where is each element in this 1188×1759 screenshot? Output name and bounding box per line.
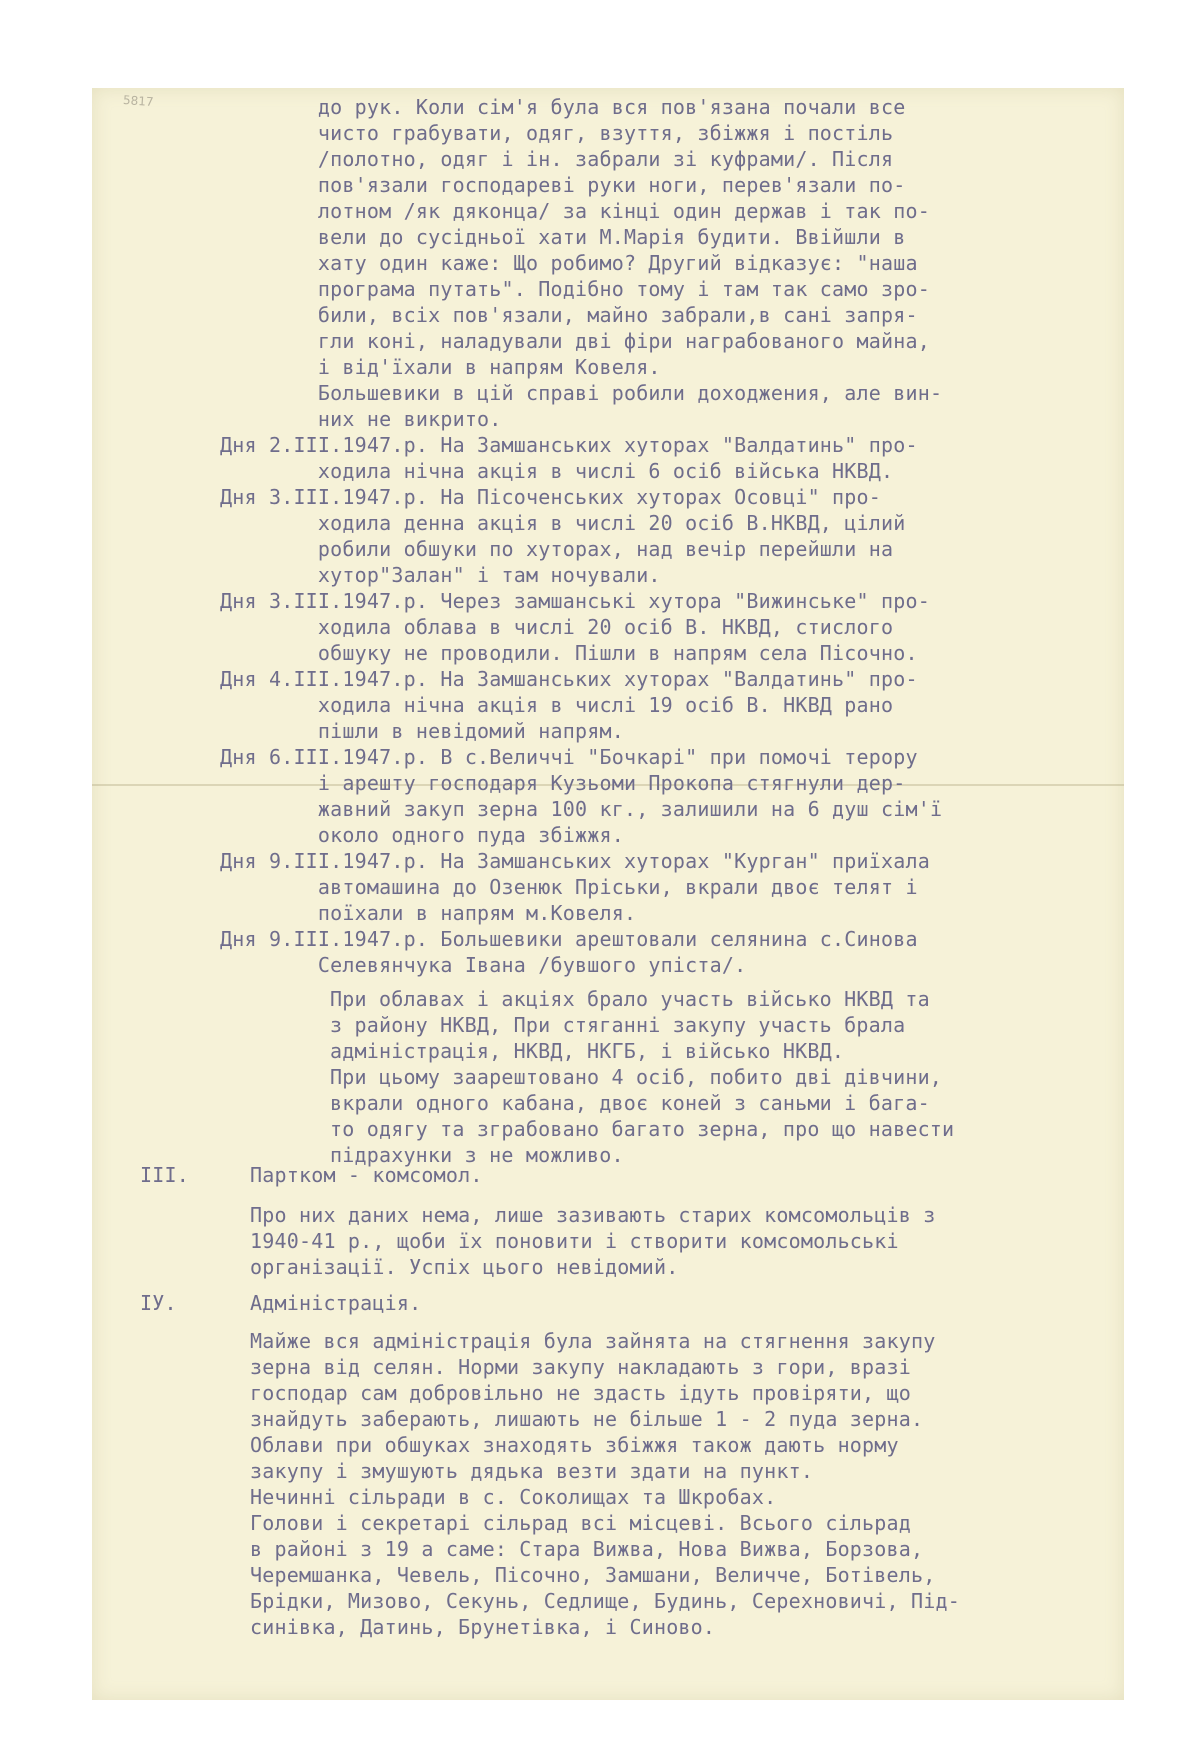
typed-line: гли коні, наладували дві фіри награбованого майна,	[220, 329, 930, 353]
typed-line: знайдуть заберають, лишають не більше 1 - 2 пуда зерна.	[250, 1407, 924, 1431]
typed-line: ходила нічна акція в числі 19 осіб В. НКВД рано	[220, 693, 894, 717]
typed-line: пішли в невідомий напрям.	[220, 719, 624, 743]
section-number-iv: ІУ.	[140, 1291, 177, 1315]
typed-line: зерна від селян. Норми закупу накладають з гори, вразі	[250, 1355, 912, 1379]
section-title-administration: Адміністрація.	[250, 1291, 422, 1315]
typed-line: господар сам добровільно не здасть ідуть провіряти, що	[250, 1381, 912, 1405]
typed-line: Дня 3.ІІІ.1947.р. На Пісоченських хуторах Осовці" про-	[220, 485, 882, 509]
typed-line: Большевики в цій справі робили доходжения, але вин-	[220, 381, 943, 405]
typed-line: Селевянчука Івана /бувшого упіста/.	[220, 953, 747, 977]
section-title-partkom: Партком - комсомол.	[250, 1163, 483, 1187]
typed-line: При цьому заарештовано 4 осіб, побито дві дівчини,	[330, 1065, 943, 1089]
typed-line: програма путать". Подібно тому і там так само зро-	[220, 277, 930, 301]
typed-line: Про них даних нема, лише зазивають старих комсомольців з	[250, 1203, 936, 1227]
typed-line: около одного пуда збіжжя.	[220, 823, 624, 847]
typed-line: підрахунки з не можливо.	[330, 1143, 624, 1167]
typed-line: Облави при обшуках знаходять збіжжя також дають норму	[250, 1433, 899, 1457]
typed-line: ходила денна акція в числі 20 осіб В.НКВД, цілий	[220, 511, 906, 535]
typed-line: і арешту господаря Кузьоми Прокопа стягнули дер-	[220, 771, 906, 795]
typed-line: обшуку не проводили. Пішли в напрям села Пісочно.	[220, 641, 918, 665]
typed-line: хату один каже: Що робимо? Другий відказує: "наша	[220, 251, 918, 275]
typed-line: Дня 3.ІІІ.1947.р. Через замшанські хутора "Вижинське" про-	[220, 589, 930, 613]
typed-line: /полотно, одяг і ін. забрали зі куфрами/. Після	[220, 147, 894, 171]
typed-line: поїхали в напрям м.Ковеля.	[220, 901, 637, 925]
typed-line: Дня 2.ІІІ.1947.р. На Замшанських хуторах "Валдатинь" про-	[220, 433, 918, 457]
typed-line: робили обшуки по хуторах, над вечір перейшли на	[220, 537, 894, 561]
typed-line: Дня 4.ІІІ.1947.р. На Замшанських хуторах "Валдатинь" про-	[220, 667, 918, 691]
typed-line: 1940-41 р., щоби їх поновити і створити комсомольські	[250, 1229, 899, 1253]
typed-line: автомашина до Озенюк Пріськи, вкрали двоє телят і	[220, 875, 918, 899]
typed-line: в районі з 19 а саме: Стара Вижва, Нова Вижва, Борзова,	[250, 1537, 924, 1561]
typed-line: організації. Успіх цього невідомий.	[250, 1255, 679, 1279]
typed-line: При облавах і акціях брало участь військо НКВД та	[330, 987, 930, 1011]
typed-line: Майже вся адміністрація була зайнята на стягнення закупу	[250, 1329, 936, 1353]
typed-line: до рук. Коли сім'я була вся пов'язана почали все	[220, 95, 906, 119]
typed-line: Дня 6.ІІІ.1947.р. В с.Величчі "Бочкарі" при помочі терору	[220, 745, 918, 769]
typed-line: жавний закуп зерна 100 кг., залишили на 6 душ сім'ї	[220, 797, 943, 821]
typed-line: вели до сусідньої хати М.Марія будити. Ввійшли в	[220, 225, 906, 249]
typed-paragraph-komsomol	[250, 1202, 936, 1280]
typed-line: чисто грабувати, одяг, взуття, збіжжя і постіль	[220, 121, 894, 145]
typed-line: били, всіх пов'язали, майно забрали,в сані запря-	[220, 303, 918, 327]
typed-line: закупу і змушують дядька везти здати на пункт.	[250, 1459, 814, 1483]
typed-line: Голови і секретарі сільрад всі місцеві. Всього сільрад	[250, 1511, 912, 1535]
typed-line: Черемшанка, Чевель, Пісочно, Замшани, Величче, Ботівель,	[250, 1563, 936, 1587]
typed-line: них не викрито.	[220, 407, 502, 431]
typed-line: пов'язали господареві руки ноги, перев'язали по-	[220, 173, 906, 197]
typed-line: Дня 9.ІІІ.1947.р. Большевики арештовали селянина с.Синова	[220, 927, 918, 951]
typed-line: Нечинні сільради в с. Соколищах та Шкробах.	[250, 1485, 777, 1509]
typed-line: Дня 9.ІІІ.1947.р. На Замшанських хуторах "Курган" приїхала	[220, 849, 930, 873]
typed-line: то одягу та зграбовано багато зерна, про що навести	[330, 1117, 955, 1141]
typed-paragraph-actions	[220, 94, 942, 978]
typed-paragraph-administration	[250, 1328, 960, 1640]
typed-line: вкрали одного кабана, двоє коней з саньми і бага-	[330, 1091, 930, 1115]
typed-line: ходила облава в числі 20 осіб В. НКВД, стислого	[220, 615, 894, 639]
pencil-archive-note: 5817	[122, 92, 154, 110]
typed-paragraph-summary	[330, 986, 954, 1168]
typed-line: і від'їхали в напрям Ковеля.	[220, 355, 661, 379]
typed-line: лотном /як дяконца/ за кінці один держав і так по-	[220, 199, 930, 223]
typed-line: Брідки, Мизово, Секунь, Седлище, Будинь, Серехновичі, Під-	[250, 1589, 960, 1613]
section-number-iii: ІІІ.	[140, 1163, 189, 1187]
typed-line: адміністрація, НКВД, НКГБ, і військо НКВД.	[330, 1039, 845, 1063]
typed-line: синівка, Датинь, Брунетівка, і Синово.	[250, 1615, 716, 1639]
typed-line: хутор"Залан" і там ночували.	[220, 563, 661, 587]
typed-line: ходила нічна акція в числі 6 осіб війська НКВД.	[220, 459, 894, 483]
typed-line: з району НКВД, При стяганні закупу участь брала	[330, 1013, 906, 1037]
